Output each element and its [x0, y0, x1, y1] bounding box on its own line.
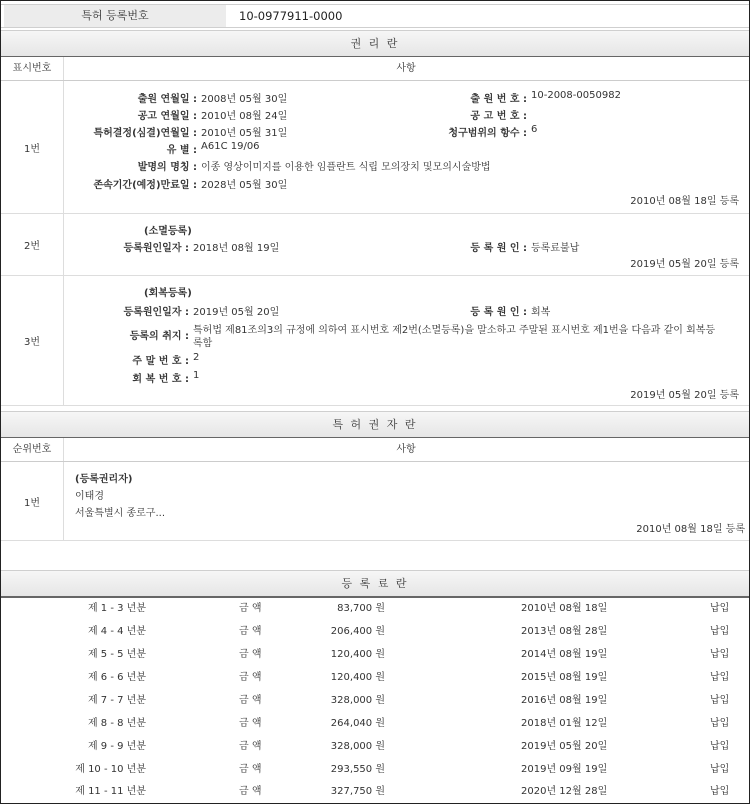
rights-section-title: 권 리 란 — [1, 30, 749, 58]
invention-title: 이종 영상이미지를 이용한 임플란트 식립 모의장치 및모의시술방법 — [201, 162, 491, 173]
rights-entry-1 — [1, 81, 749, 214]
fee-status: 납입 — [710, 603, 730, 614]
fee-amount: 264,040 원 — [330, 718, 385, 729]
rights-col-no: 표시번호 — [1, 57, 64, 80]
fee-amount: 120,400 원 — [330, 649, 385, 660]
fee-row — [1, 758, 749, 781]
entry-number: 2번 — [1, 213, 64, 275]
cause-label: 등 록 원 인 : — [470, 307, 527, 318]
claims-count: 6 — [531, 124, 538, 135]
fees-table — [1, 597, 749, 803]
fee-status: 납입 — [710, 741, 730, 752]
cause-date-label: 등록원인일자 : — [123, 307, 189, 318]
fee-date: 2015년 08월 19일 — [521, 672, 608, 683]
fee-status: 납입 — [710, 764, 730, 775]
fee-amount-label: 금 액 — [239, 672, 262, 683]
fee-date: 2019년 09월 19일 — [521, 764, 608, 775]
fee-date: 2020년 12월 28일 — [521, 786, 608, 797]
grant-date: 2010년 05월 31일 — [201, 128, 288, 139]
fee-date: 2018년 01월 12일 — [521, 718, 608, 729]
fee-date: 2019년 05월 20일 — [521, 741, 608, 752]
fee-amount: 328,000 원 — [330, 695, 385, 706]
fee-amount: 206,400 원 — [330, 626, 385, 637]
fee-years: 제 11 - 11 년분 — [75, 786, 146, 797]
fee-status: 납입 — [710, 695, 730, 706]
app-no: 10-2008-0050982 — [531, 90, 621, 101]
restore-no-label: 회 복 번 호 : — [132, 374, 189, 385]
fee-amount: 293,550 원 — [330, 764, 385, 775]
purpose-line-2: 록함 — [193, 338, 213, 349]
claims-label: 청구범위의 항수 : — [448, 128, 527, 139]
fee-years: 제 5 - 5 년분 — [87, 649, 146, 660]
fee-amount: 328,000 원 — [330, 741, 385, 752]
app-date: 2008년 05월 30일 — [201, 94, 288, 105]
entry-number: 1번 — [1, 462, 64, 540]
fee-amount: 120,400 원 — [330, 672, 385, 683]
cause-date-label: 등록원인일자 : — [123, 243, 189, 254]
fee-row — [1, 689, 749, 712]
fee-row — [1, 643, 749, 666]
fee-years: 제 9 - 9 년분 — [87, 741, 146, 752]
fee-amount-label: 금 액 — [239, 603, 262, 614]
cause-label: 등 록 원 인 : — [470, 243, 527, 254]
fee-amount-label: 금 액 — [239, 741, 262, 752]
fee-years: 제 4 - 4 년분 — [87, 626, 146, 637]
fee-amount-label: 금 액 — [239, 695, 262, 706]
fees-section-title: 등 록 료 란 — [1, 570, 749, 598]
fee-status: 납입 — [710, 786, 730, 797]
holder-name: 이태경 — [75, 491, 104, 502]
rights-column-header — [1, 57, 749, 81]
pub-date: 2010년 08월 24일 — [201, 111, 288, 122]
registration-date: 2019년 05월 20일 등록 — [630, 259, 739, 270]
cause-value: 등록료불납 — [531, 243, 580, 254]
pub-date-label: 공고 연월일 : — [137, 111, 197, 122]
fee-amount: 327,750 원 — [330, 786, 385, 797]
fee-years: 제 6 - 6 년분 — [87, 672, 146, 683]
main-no-label: 주 말 번 호 : — [132, 356, 189, 367]
app-no-label: 출 원 번 호 : — [470, 94, 527, 105]
entry-kind: (회복등록) — [144, 288, 192, 299]
holders-column-header — [1, 438, 749, 462]
pub-no-label: 공 고 번 호 : — [470, 111, 527, 122]
cause-date: 2019년 05월 20일 — [193, 307, 280, 318]
fee-amount: 83,700 원 — [337, 603, 385, 614]
fee-amount-label: 금 액 — [239, 718, 262, 729]
holder-kind: (등록권리자) — [75, 474, 133, 485]
entry-kind: (소멸등록) — [144, 226, 192, 237]
invention-title-label: 발명의 명칭 : — [137, 162, 197, 173]
restore-no: 1 — [193, 370, 200, 381]
rights-col-items: 사항 — [396, 63, 416, 74]
rights-entry-2 — [1, 213, 749, 276]
fee-row — [1, 620, 749, 643]
registration-number-value: 10-0977911-0000 — [239, 9, 343, 23]
fee-amount-label: 금 액 — [239, 786, 262, 797]
cause-value: 회복 — [531, 307, 551, 318]
ipc-value: A61C 19/06 — [201, 141, 260, 152]
grant-date-label: 특허결정(심결)연월일 : — [93, 128, 197, 139]
fee-status: 납입 — [710, 672, 730, 683]
expiry-label: 존속기간(예정)만료일 : — [93, 180, 197, 191]
fee-row — [1, 735, 749, 758]
fee-row — [1, 666, 749, 689]
holders-section-title: 특 허 권 자 란 — [1, 411, 749, 439]
fee-status: 납입 — [710, 626, 730, 637]
ipc-label: 유 별 : — [166, 145, 197, 156]
fee-date: 2014년 08월 19일 — [521, 649, 608, 660]
fee-date: 2016년 08월 19일 — [521, 695, 608, 706]
fee-years: 제 1 - 3 년분 — [87, 603, 146, 614]
registration-date: 2010년 08월 18일 등록 — [636, 524, 745, 535]
registration-date: 2010년 08월 18일 등록 — [630, 196, 739, 207]
holder-address: 서울특별시 종로구... — [75, 508, 165, 519]
registration-number-bar — [1, 4, 749, 28]
fee-years: 제 7 - 7 년분 — [87, 695, 146, 706]
entry-number: 1번 — [1, 81, 64, 213]
fee-row — [1, 780, 749, 803]
fee-row — [1, 597, 749, 620]
main-no: 2 — [193, 352, 200, 363]
holders-col-items: 사항 — [396, 444, 416, 455]
cause-date: 2018년 08월 19일 — [193, 243, 280, 254]
fee-amount-label: 금 액 — [239, 649, 262, 660]
registration-number-label: 특허 등록번호 — [4, 5, 226, 27]
app-date-label: 출원 연월일 : — [137, 94, 197, 105]
fee-amount-label: 금 액 — [239, 764, 262, 775]
purpose-line-1: 특허법 제81조의3의 규정에 의하여 표시번호 제2번(소멸등록)을 말소하고 주말된 표시번호 제1번을 다음과 같이 회복등 — [193, 325, 716, 336]
fee-years: 제 8 - 8 년분 — [87, 718, 146, 729]
fee-date: 2010년 08월 18일 — [521, 603, 608, 614]
fee-amount-label: 금 액 — [239, 626, 262, 637]
fee-years: 제 10 - 10 년분 — [75, 764, 146, 775]
entry-number: 3번 — [1, 275, 64, 405]
holders-col-no: 순위번호 — [1, 438, 64, 461]
fee-row — [1, 712, 749, 735]
fee-status: 납입 — [710, 649, 730, 660]
registration-date: 2019년 05월 20일 등록 — [630, 390, 739, 401]
purpose-label: 등록의 취지 : — [129, 331, 189, 342]
fee-status: 납입 — [710, 718, 730, 729]
expiry-date: 2028년 05월 30일 — [201, 180, 288, 191]
holders-entry-1 — [1, 462, 749, 541]
fee-date: 2013년 08월 28일 — [521, 626, 608, 637]
rights-entry-3 — [1, 275, 749, 406]
